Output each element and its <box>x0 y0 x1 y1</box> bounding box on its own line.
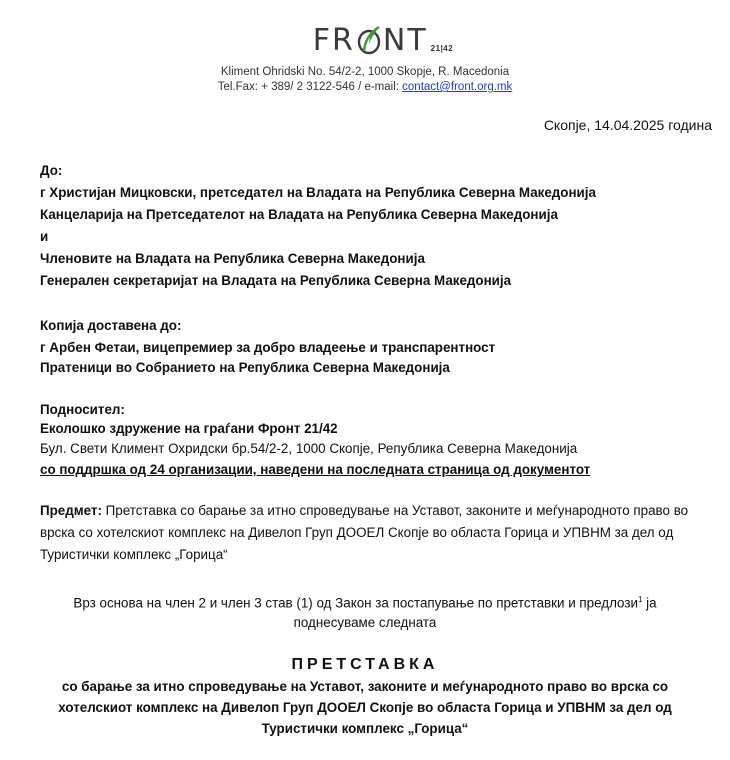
logo-number: 21|42 <box>430 44 454 53</box>
subject-text: Претставка со барање за итно спроведување на Уставот, законите и меѓународното право во врска со хотелскиот комплекс на Дивелоп Груп ДООЕЛ Скопје во областа Горица и УПВНМ за дел од Туристички комплекс „Горица“ <box>40 503 689 562</box>
to-line: Генерален секретаријат на Владата на Република Северна Македонија <box>40 273 512 288</box>
petition-line: Туристички комплекс „Горица“ <box>261 721 469 736</box>
to-line: Члeновите на Владата на Република Северна Македонија <box>40 251 425 266</box>
copy-line: Пратеници во Собранието на Република Северна Македонија <box>40 360 450 375</box>
front-logo <box>0 24 730 64</box>
logo-text-left: FR <box>312 23 355 58</box>
contact-prefix: Tel.Fax: + 389/ 2 3122-546 / e-mail: <box>217 81 403 93</box>
submitter-support: со поддршка од 24 организации, наведени на последната страница од документот <box>40 462 591 477</box>
letterhead-contact <box>0 81 730 93</box>
subject-paragraph <box>40 500 720 566</box>
basis-text: Врз основа на член 2 и член 3 став (1) од Закон за постапување по претставки и предлози <box>73 595 638 611</box>
copy-label: Копија доставена до: <box>40 318 182 333</box>
submitter-address: Бул. Свети Климент Охридски бр.54/2-2, 1000 Скопје, Република Северна Македонија <box>40 441 578 456</box>
to-line: г Христијан Мицковски, претседател на Владата на Република Северна Македонија <box>40 185 596 200</box>
to-line: и <box>40 229 49 244</box>
leaf-o-icon <box>356 26 382 56</box>
petition-line: со барање за итно спроведување на Уставот, законите и меѓународното право во врска со <box>61 679 669 694</box>
letterhead-address: Kliment Ohridski No. 54/2-2, 1000 Skopje, R. Macedonia <box>220 66 510 78</box>
to-line: Канцеларија на Претседателот на Владата на Република Северна Македонија <box>40 207 558 222</box>
footnote-marker[interactable]: 1 <box>637 595 643 604</box>
copy-line: г Арбен Фетаи, вицепремиер за добро владеење и транспарентност <box>40 340 496 355</box>
basis-line-2: поднесуваме следната <box>293 615 437 630</box>
email-link[interactable]: contact@front.org.mk <box>402 81 513 93</box>
submitter-label: Подносител: <box>40 402 125 417</box>
submitter-name: Еколошко здружение на граѓани Фронт 21/42 <box>40 421 338 436</box>
subject-label: Предмет: <box>40 503 102 518</box>
petition-title: ПРЕТСТАВКА <box>291 656 439 673</box>
logo-text-right: NT <box>382 23 428 58</box>
document-date: Скопје, 14.04.2025 година <box>543 117 712 133</box>
petition-line: хотелскиот комплекс на Дивелоп Груп ДООЕЛ Скопје во областа Горица и УПВНМ за дел од <box>58 700 672 715</box>
to-label: До: <box>40 163 63 178</box>
basis-text-end: ја <box>642 595 657 611</box>
basis-line-1 <box>0 595 730 610</box>
